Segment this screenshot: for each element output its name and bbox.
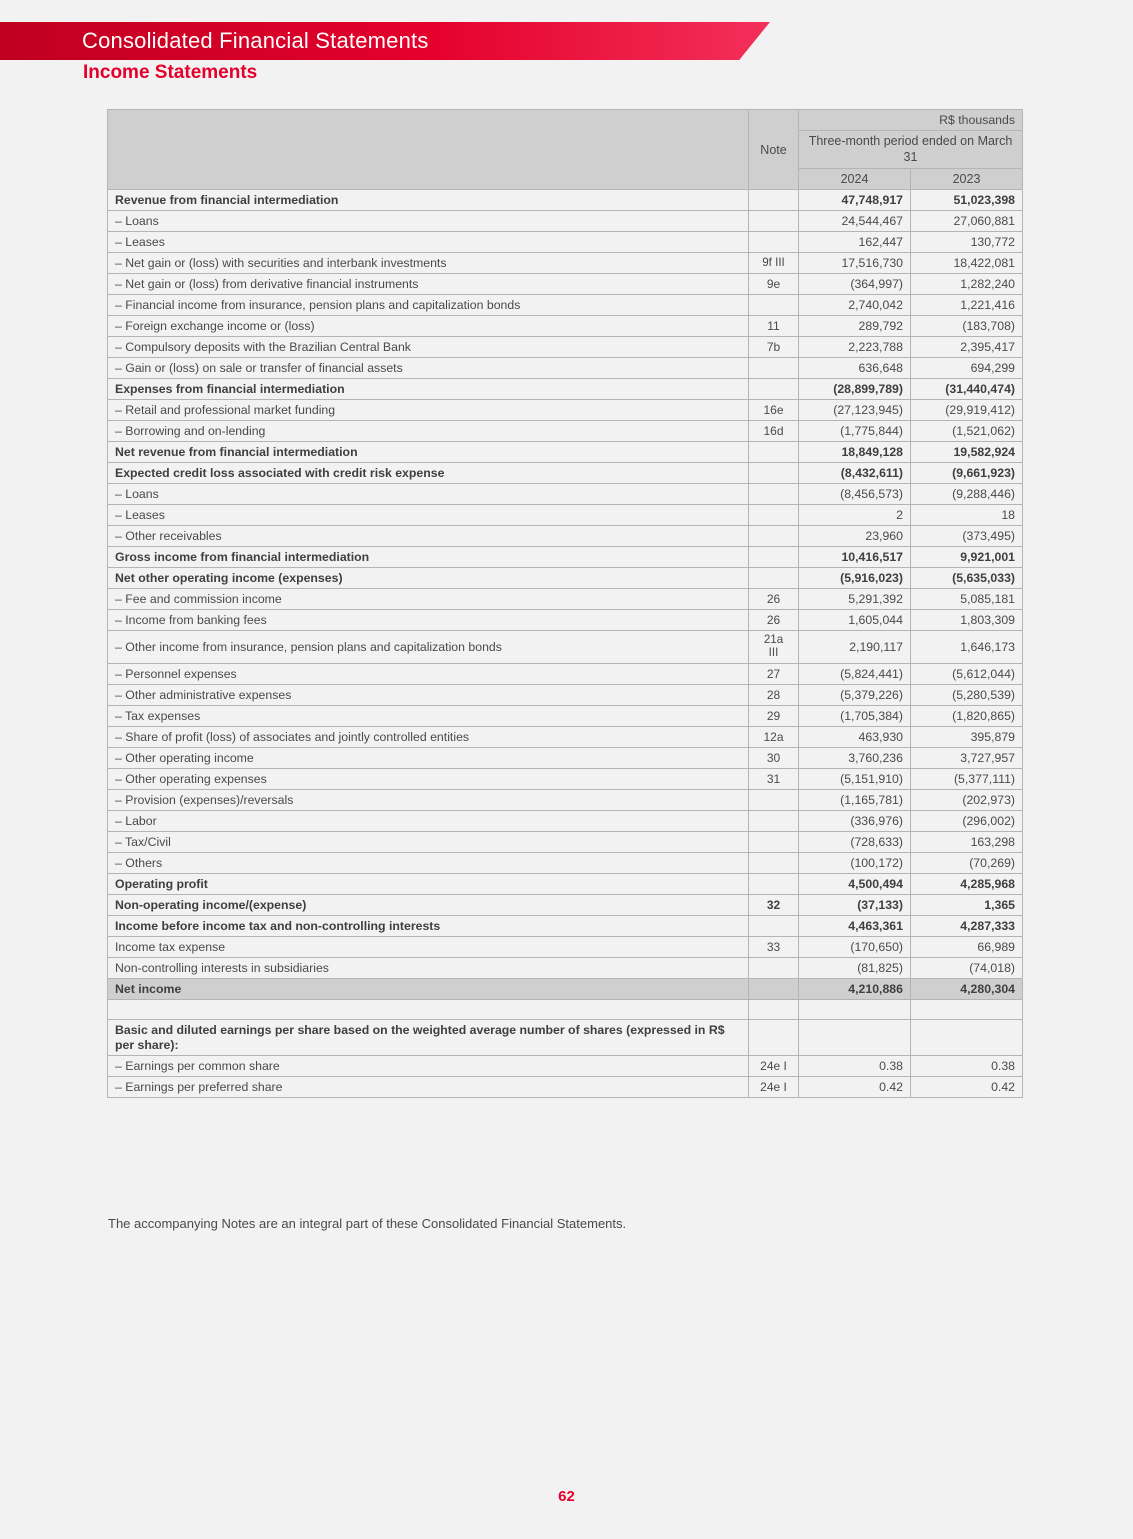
- row-label: Basic and diluted earnings per share based on the weighted average number of shares (expressed in R$ per share):: [108, 1019, 749, 1056]
- row-value-2024: 17,516,730: [799, 253, 911, 274]
- table-row: [108, 190, 1023, 211]
- row-value-2023: (5,280,539): [911, 684, 1023, 705]
- row-value-2023: 163,298: [911, 831, 1023, 852]
- row-value-2024: 2,223,788: [799, 337, 911, 358]
- row-note: 9f III: [749, 253, 799, 274]
- row-value-2023: (202,973): [911, 789, 1023, 810]
- row-value-2023: 3,727,957: [911, 747, 1023, 768]
- row-note: 26: [749, 610, 799, 631]
- row-label: – Income from banking fees: [108, 610, 749, 631]
- row-label: – Net gain or (loss) from derivative financial instruments: [108, 274, 749, 295]
- row-label: – Gain or (loss) on sale or transfer of financial assets: [108, 358, 749, 379]
- row-note: 32: [749, 894, 799, 915]
- row-value-2023: 395,879: [911, 726, 1023, 747]
- row-note: [749, 463, 799, 484]
- table-row: [108, 999, 1023, 1019]
- page-title: Consolidated Financial Statements: [82, 28, 429, 53]
- row-label: [108, 999, 749, 1019]
- row-value-2023: [911, 1019, 1023, 1056]
- row-label: – Net gain or (loss) with securities and interbank investments: [108, 253, 749, 274]
- column-header-2023: 2023: [911, 169, 1023, 190]
- table-row: [108, 379, 1023, 400]
- row-value-2024: 18,849,128: [799, 442, 911, 463]
- row-label: Expected credit loss associated with credit risk expense: [108, 463, 749, 484]
- table-row: [108, 831, 1023, 852]
- row-value-2023: [911, 999, 1023, 1019]
- table-row: [108, 505, 1023, 526]
- income-statement-table: [107, 109, 1022, 1098]
- row-value-2024: (5,824,441): [799, 663, 911, 684]
- row-value-2023: (183,708): [911, 316, 1023, 337]
- row-value-2023: 18,422,081: [911, 253, 1023, 274]
- row-label: – Share of profit (loss) of associates and jointly controlled entities: [108, 726, 749, 747]
- row-value-2023: 19,582,924: [911, 442, 1023, 463]
- row-note: [749, 915, 799, 936]
- row-value-2023: 5,085,181: [911, 589, 1023, 610]
- row-note: [749, 358, 799, 379]
- row-value-2023: 0.42: [911, 1077, 1023, 1098]
- row-value-2023: (29,919,412): [911, 400, 1023, 421]
- row-value-2024: (5,916,023): [799, 568, 911, 589]
- row-label: Non-operating income/(expense): [108, 894, 749, 915]
- table-row: [108, 789, 1023, 810]
- row-label: – Retail and professional market funding: [108, 400, 749, 421]
- row-value-2024: (5,379,226): [799, 684, 911, 705]
- row-value-2024: 2: [799, 505, 911, 526]
- page-subtitle: Income Statements: [83, 62, 258, 83]
- table-row: [108, 852, 1023, 873]
- row-note: 29: [749, 705, 799, 726]
- row-label: – Leases: [108, 232, 749, 253]
- table-row: [108, 547, 1023, 568]
- row-label: Net income: [108, 978, 749, 999]
- row-value-2024: 636,648: [799, 358, 911, 379]
- row-label: – Loans: [108, 211, 749, 232]
- row-note: [749, 810, 799, 831]
- row-value-2023: (5,377,111): [911, 768, 1023, 789]
- unit-label: R$ thousands: [799, 110, 1023, 131]
- row-note: 24e I: [749, 1077, 799, 1098]
- table-row: [108, 316, 1023, 337]
- row-label: – Other income from insurance, pension plans and capitalization bonds: [108, 631, 749, 664]
- row-value-2023: (5,635,033): [911, 568, 1023, 589]
- row-label: – Other operating income: [108, 747, 749, 768]
- table-row: [108, 337, 1023, 358]
- row-value-2024: 24,544,467: [799, 211, 911, 232]
- row-value-2023: 1,282,240: [911, 274, 1023, 295]
- table-row: [108, 747, 1023, 768]
- row-value-2024: 2,740,042: [799, 295, 911, 316]
- table-row: [108, 463, 1023, 484]
- table-row: [108, 726, 1023, 747]
- column-header-2024: 2024: [799, 169, 911, 190]
- row-note: 33: [749, 936, 799, 957]
- row-note: [749, 232, 799, 253]
- row-value-2023: (373,495): [911, 526, 1023, 547]
- row-label: – Fee and commission income: [108, 589, 749, 610]
- row-label: – Other receivables: [108, 526, 749, 547]
- row-value-2023: (5,612,044): [911, 663, 1023, 684]
- row-value-2023: 51,023,398: [911, 190, 1023, 211]
- row-note: 30: [749, 747, 799, 768]
- row-label: – Foreign exchange income or (loss): [108, 316, 749, 337]
- header-blank-cell: [108, 110, 749, 190]
- table-row: [108, 589, 1023, 610]
- row-value-2024: 10,416,517: [799, 547, 911, 568]
- table-row: [108, 631, 1023, 664]
- row-value-2024: (37,133): [799, 894, 911, 915]
- row-value-2024: 0.42: [799, 1077, 911, 1098]
- row-note: [749, 1019, 799, 1056]
- row-note: [749, 442, 799, 463]
- row-value-2024: 5,291,392: [799, 589, 911, 610]
- table-row: [108, 873, 1023, 894]
- row-note: [749, 379, 799, 400]
- row-value-2024: (728,633): [799, 831, 911, 852]
- table-row: [108, 957, 1023, 978]
- row-label: – Labor: [108, 810, 749, 831]
- row-label: – Earnings per preferred share: [108, 1077, 749, 1098]
- table-row: [108, 663, 1023, 684]
- row-value-2023: 130,772: [911, 232, 1023, 253]
- row-label: Revenue from financial intermediation: [108, 190, 749, 211]
- row-label: Net revenue from financial intermediation: [108, 442, 749, 463]
- row-value-2024: 3,760,236: [799, 747, 911, 768]
- table-row: [108, 421, 1023, 442]
- row-value-2023: (1,521,062): [911, 421, 1023, 442]
- row-value-2024: (336,976): [799, 810, 911, 831]
- table-row: [108, 484, 1023, 505]
- table-row: [108, 684, 1023, 705]
- table-row: [108, 232, 1023, 253]
- row-value-2023: (31,440,474): [911, 379, 1023, 400]
- row-value-2024: (1,775,844): [799, 421, 911, 442]
- row-label: Operating profit: [108, 873, 749, 894]
- table-row: [108, 253, 1023, 274]
- row-value-2023: 694,299: [911, 358, 1023, 379]
- row-note: 11: [749, 316, 799, 337]
- row-value-2023: 9,921,001: [911, 547, 1023, 568]
- row-label: – Others: [108, 852, 749, 873]
- row-label: – Financial income from insurance, pension plans and capitalization bonds: [108, 295, 749, 316]
- row-value-2024: 4,210,886: [799, 978, 911, 999]
- row-label: Income tax expense: [108, 936, 749, 957]
- row-value-2024: 4,500,494: [799, 873, 911, 894]
- row-label: – Borrowing and on-lending: [108, 421, 749, 442]
- table-row: [108, 610, 1023, 631]
- row-label: Income before income tax and non-controlling interests: [108, 915, 749, 936]
- row-value-2023: (74,018): [911, 957, 1023, 978]
- row-note: [749, 852, 799, 873]
- row-value-2023: 66,989: [911, 936, 1023, 957]
- row-value-2024: (27,123,945): [799, 400, 911, 421]
- table-row: [108, 978, 1023, 999]
- row-value-2024: [799, 999, 911, 1019]
- row-value-2024: 23,960: [799, 526, 911, 547]
- row-note: 7b: [749, 337, 799, 358]
- row-label: Expenses from financial intermediation: [108, 379, 749, 400]
- row-note: [749, 484, 799, 505]
- table-row: [108, 295, 1023, 316]
- row-note: 31: [749, 768, 799, 789]
- row-note: 24e I: [749, 1056, 799, 1077]
- row-value-2024: (5,151,910): [799, 768, 911, 789]
- row-value-2024: (8,432,611): [799, 463, 911, 484]
- row-value-2024: (1,165,781): [799, 789, 911, 810]
- row-note: 16e: [749, 400, 799, 421]
- row-value-2023: 1,646,173: [911, 631, 1023, 664]
- row-value-2024: [799, 1019, 911, 1056]
- table-row: [108, 274, 1023, 295]
- table-row: [108, 358, 1023, 379]
- table-body: [108, 190, 1023, 1098]
- table-row: [108, 526, 1023, 547]
- row-value-2024: (28,899,789): [799, 379, 911, 400]
- row-value-2023: (1,820,865): [911, 705, 1023, 726]
- row-value-2024: (100,172): [799, 852, 911, 873]
- row-label: Non-controlling interests in subsidiaries: [108, 957, 749, 978]
- table-row: [108, 1056, 1023, 1077]
- row-value-2024: 0.38: [799, 1056, 911, 1077]
- table-header: [108, 110, 1023, 190]
- table-row: [108, 211, 1023, 232]
- row-label: – Provision (expenses)/reversals: [108, 789, 749, 810]
- row-value-2023: (9,661,923): [911, 463, 1023, 484]
- row-note: 9e: [749, 274, 799, 295]
- row-note: [749, 831, 799, 852]
- row-value-2023: (70,269): [911, 852, 1023, 873]
- row-value-2023: 27,060,881: [911, 211, 1023, 232]
- row-label: – Compulsory deposits with the Brazilian Central Bank: [108, 337, 749, 358]
- row-label: – Loans: [108, 484, 749, 505]
- row-note: [749, 568, 799, 589]
- row-note: [749, 211, 799, 232]
- row-value-2024: 162,447: [799, 232, 911, 253]
- row-value-2023: 4,280,304: [911, 978, 1023, 999]
- column-header-note: Note: [749, 110, 799, 190]
- row-label: Gross income from financial intermediation: [108, 547, 749, 568]
- row-value-2023: (296,002): [911, 810, 1023, 831]
- row-note: 16d: [749, 421, 799, 442]
- row-label: – Other administrative expenses: [108, 684, 749, 705]
- row-note: 27: [749, 663, 799, 684]
- row-value-2024: (170,650): [799, 936, 911, 957]
- row-label: – Personnel expenses: [108, 663, 749, 684]
- row-note: 12a: [749, 726, 799, 747]
- row-value-2023: 4,285,968: [911, 873, 1023, 894]
- row-value-2023: 1,803,309: [911, 610, 1023, 631]
- table-row: [108, 915, 1023, 936]
- row-label: – Earnings per common share: [108, 1056, 749, 1077]
- row-value-2023: (9,288,446): [911, 484, 1023, 505]
- table-row: [108, 568, 1023, 589]
- row-value-2023: 2,395,417: [911, 337, 1023, 358]
- row-note: [749, 295, 799, 316]
- row-value-2024: (81,825): [799, 957, 911, 978]
- row-label: Net other operating income (expenses): [108, 568, 749, 589]
- page-number: 62: [558, 1488, 575, 1505]
- row-value-2024: 4,463,361: [799, 915, 911, 936]
- row-value-2023: 4,287,333: [911, 915, 1023, 936]
- table-row: [108, 810, 1023, 831]
- row-note: 28: [749, 684, 799, 705]
- row-note: [749, 547, 799, 568]
- row-value-2024: (1,705,384): [799, 705, 911, 726]
- row-label: – Tax expenses: [108, 705, 749, 726]
- row-note: [749, 999, 799, 1019]
- table-row: [108, 936, 1023, 957]
- row-value-2024: (8,456,573): [799, 484, 911, 505]
- table-row: [108, 442, 1023, 463]
- footnote-text: The accompanying Notes are an integral part of these Consolidated Financial Statements.: [108, 1216, 627, 1231]
- row-value-2024: 47,748,917: [799, 190, 911, 211]
- row-note: [749, 526, 799, 547]
- row-value-2024: (364,997): [799, 274, 911, 295]
- row-note: [749, 190, 799, 211]
- row-note: 21a III: [749, 631, 799, 664]
- row-label: – Other operating expenses: [108, 768, 749, 789]
- row-value-2023: 1,221,416: [911, 295, 1023, 316]
- row-label: – Tax/Civil: [108, 831, 749, 852]
- row-label: – Leases: [108, 505, 749, 526]
- row-value-2023: 0.38: [911, 1056, 1023, 1077]
- row-note: [749, 789, 799, 810]
- table-row: [108, 705, 1023, 726]
- table-row: [108, 1019, 1023, 1056]
- table-row: [108, 894, 1023, 915]
- row-note: [749, 978, 799, 999]
- row-note: [749, 873, 799, 894]
- row-note: [749, 505, 799, 526]
- table-row: [108, 768, 1023, 789]
- row-value-2024: 1,605,044: [799, 610, 911, 631]
- row-value-2023: 18: [911, 505, 1023, 526]
- table-row: [108, 400, 1023, 421]
- period-header: Three-month period ended on March 31: [799, 131, 1023, 169]
- row-note: 26: [749, 589, 799, 610]
- row-value-2023: 1,365: [911, 894, 1023, 915]
- table-row: [108, 1077, 1023, 1098]
- row-note: [749, 957, 799, 978]
- row-value-2024: 463,930: [799, 726, 911, 747]
- row-value-2024: 289,792: [799, 316, 911, 337]
- row-value-2024: 2,190,117: [799, 631, 911, 664]
